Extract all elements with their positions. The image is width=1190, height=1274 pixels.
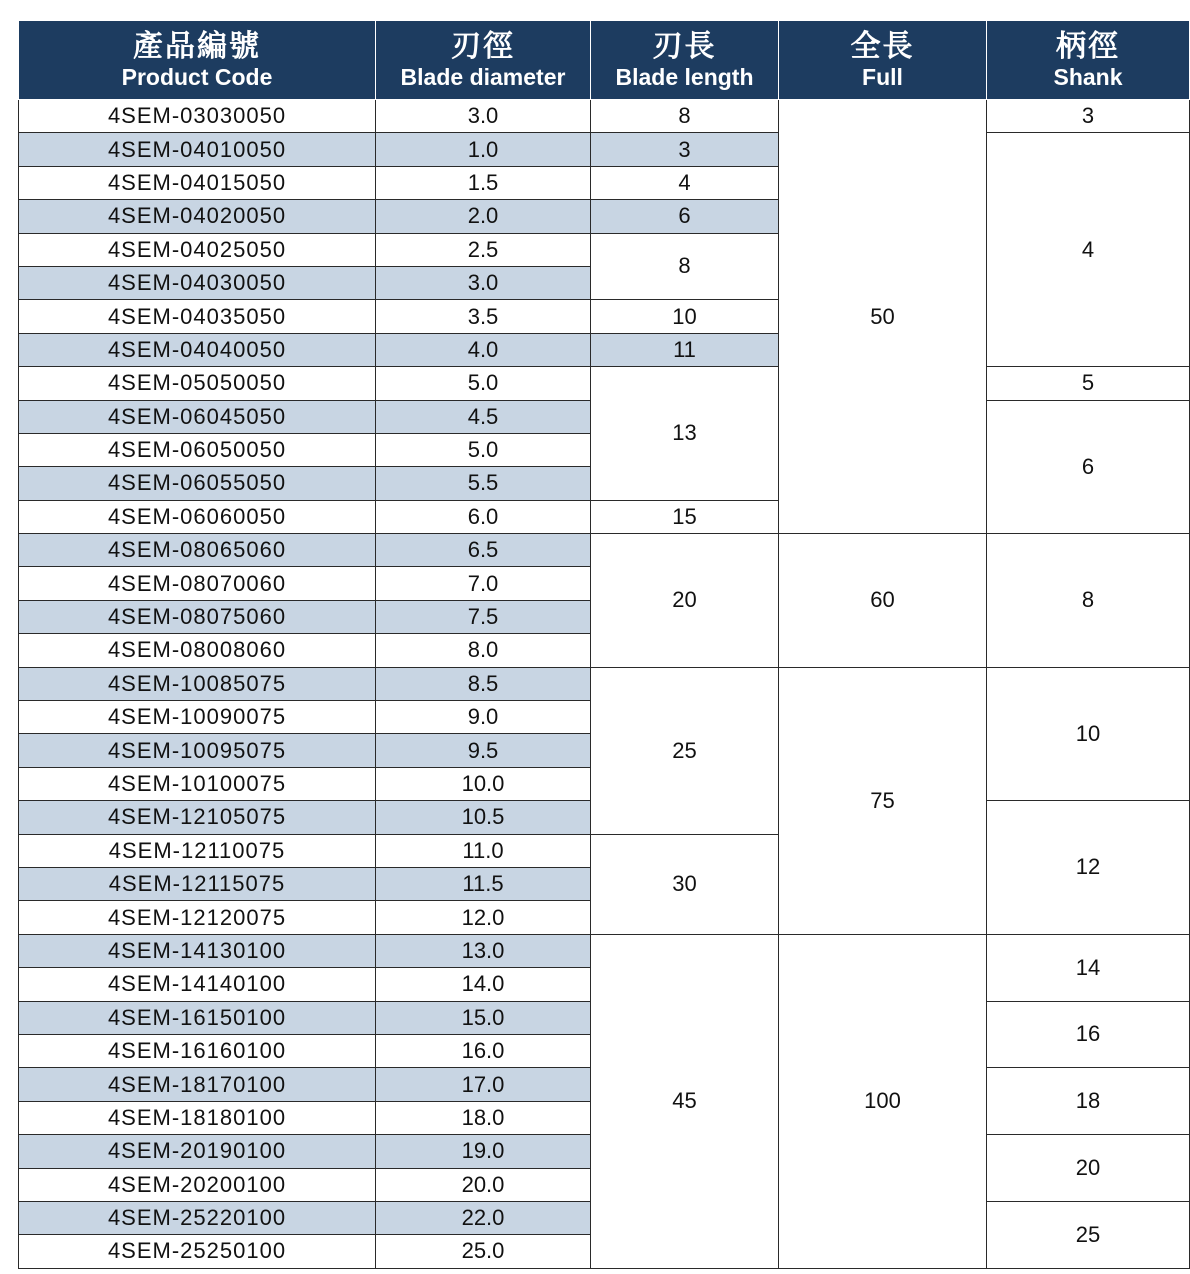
blade-length-cell: 10 xyxy=(591,300,779,333)
blade-length-cell: 30 xyxy=(591,834,779,934)
product-code-cell: 4SEM-06050050 xyxy=(19,433,376,466)
product-code-cell: 4SEM-10095075 xyxy=(19,734,376,767)
product-code-cell: 4SEM-14130100 xyxy=(19,934,376,967)
blade-diameter-cell: 1.5 xyxy=(376,166,591,199)
table-body xyxy=(19,100,1190,1269)
product-code-cell: 4SEM-04040050 xyxy=(19,333,376,366)
shank-diameter-cell: 16 xyxy=(987,1001,1190,1068)
blade-length-cell: 6 xyxy=(591,200,779,233)
shank-diameter-cell: 14 xyxy=(987,934,1190,1001)
header-product-code-zh: 產品編號 xyxy=(133,29,261,64)
blade-diameter-cell: 7.0 xyxy=(376,567,591,600)
header-shank xyxy=(987,21,1190,100)
shank-diameter-cell: 25 xyxy=(987,1201,1190,1268)
blade-diameter-cell: 11.5 xyxy=(376,867,591,900)
product-code-cell: 4SEM-12120075 xyxy=(19,901,376,934)
blade-length-cell: 3 xyxy=(591,133,779,166)
shank-diameter-cell: 6 xyxy=(987,400,1190,534)
blade-diameter-cell: 1.0 xyxy=(376,133,591,166)
blade-diameter-cell: 17.0 xyxy=(376,1068,591,1101)
product-code-cell: 4SEM-06055050 xyxy=(19,467,376,500)
header-blade-diameter-zh: 刃徑 xyxy=(451,29,515,64)
header-product-code-en: Product Code xyxy=(121,64,273,90)
blade-diameter-cell: 25.0 xyxy=(376,1235,591,1268)
header-row xyxy=(19,21,1190,100)
product-code-cell: 4SEM-25250100 xyxy=(19,1235,376,1268)
product-code-cell: 4SEM-16160100 xyxy=(19,1034,376,1067)
header-blade-diameter xyxy=(376,21,591,100)
blade-diameter-cell: 8.5 xyxy=(376,667,591,700)
blade-length-cell: 13 xyxy=(591,367,779,501)
shank-diameter-cell: 20 xyxy=(987,1135,1190,1202)
shank-diameter-cell: 18 xyxy=(987,1068,1190,1135)
blade-diameter-cell: 2.0 xyxy=(376,200,591,233)
blade-diameter-cell: 6.0 xyxy=(376,500,591,533)
shank-diameter-cell: 4 xyxy=(987,133,1190,367)
shank-diameter-cell: 3 xyxy=(987,100,1190,133)
product-code-cell: 4SEM-08008060 xyxy=(19,634,376,667)
full-length-cell: 75 xyxy=(779,667,987,934)
blade-diameter-cell: 15.0 xyxy=(376,1001,591,1034)
blade-diameter-cell: 2.5 xyxy=(376,233,591,266)
product-code-cell: 4SEM-04030050 xyxy=(19,266,376,299)
blade-diameter-cell: 9.5 xyxy=(376,734,591,767)
blade-diameter-cell: 5.5 xyxy=(376,467,591,500)
product-code-cell: 4SEM-20190100 xyxy=(19,1135,376,1168)
blade-diameter-cell: 4.0 xyxy=(376,333,591,366)
blade-length-cell: 20 xyxy=(591,534,779,668)
product-code-cell: 4SEM-08075060 xyxy=(19,600,376,633)
product-code-cell: 4SEM-04015050 xyxy=(19,166,376,199)
header-shank-zh: 柄徑 xyxy=(1056,29,1120,64)
blade-diameter-cell: 11.0 xyxy=(376,834,591,867)
product-code-cell: 4SEM-12105075 xyxy=(19,801,376,834)
table-row xyxy=(19,367,1190,400)
table-row xyxy=(19,534,1190,567)
product-code-cell: 4SEM-03030050 xyxy=(19,100,376,133)
product-code-cell: 4SEM-08065060 xyxy=(19,534,376,567)
full-length-cell: 100 xyxy=(779,934,987,1268)
header-blade-length xyxy=(591,21,779,100)
product-code-cell: 4SEM-04035050 xyxy=(19,300,376,333)
product-code-cell: 4SEM-18170100 xyxy=(19,1068,376,1101)
header-blade-length-zh: 刃長 xyxy=(652,29,717,64)
blade-length-cell: 11 xyxy=(591,333,779,366)
blade-diameter-cell: 16.0 xyxy=(376,1034,591,1067)
product-code-cell: 4SEM-05050050 xyxy=(19,367,376,400)
blade-diameter-cell: 10.0 xyxy=(376,767,591,800)
table-row xyxy=(19,934,1190,967)
header-shank-en: Shank xyxy=(1053,64,1123,90)
shank-diameter-cell: 12 xyxy=(987,801,1190,935)
shank-diameter-cell: 8 xyxy=(987,534,1190,668)
blade-length-cell: 4 xyxy=(591,166,779,199)
product-code-cell: 4SEM-18180100 xyxy=(19,1101,376,1134)
product-code-cell: 4SEM-04025050 xyxy=(19,233,376,266)
product-code-cell: 4SEM-10100075 xyxy=(19,767,376,800)
product-code-cell: 4SEM-10090075 xyxy=(19,701,376,734)
table-row xyxy=(19,667,1190,700)
product-code-cell: 4SEM-08070060 xyxy=(19,567,376,600)
table-row xyxy=(19,133,1190,166)
product-code-cell: 4SEM-04010050 xyxy=(19,133,376,166)
header-full-length-zh: 全長 xyxy=(850,29,915,64)
blade-diameter-cell: 22.0 xyxy=(376,1201,591,1234)
table-row xyxy=(19,100,1190,133)
blade-length-cell: 8 xyxy=(591,100,779,133)
blade-length-cell: 15 xyxy=(591,500,779,533)
blade-diameter-cell: 20.0 xyxy=(376,1168,591,1201)
blade-diameter-cell: 14.0 xyxy=(376,968,591,1001)
blade-diameter-cell: 3.0 xyxy=(376,266,591,299)
end-mill-spec-table xyxy=(18,20,1190,1269)
full-length-cell: 60 xyxy=(779,534,987,668)
header-blade-diameter-en: Blade diameter xyxy=(400,64,566,90)
product-code-cell: 4SEM-12115075 xyxy=(19,867,376,900)
product-code-cell: 4SEM-25220100 xyxy=(19,1201,376,1234)
blade-diameter-cell: 3.0 xyxy=(376,100,591,133)
blade-diameter-cell: 4.5 xyxy=(376,400,591,433)
product-code-cell: 4SEM-06045050 xyxy=(19,400,376,433)
blade-diameter-cell: 13.0 xyxy=(376,934,591,967)
header-full-length xyxy=(779,21,987,100)
header-blade-length-en: Blade length xyxy=(615,64,754,90)
product-code-cell: 4SEM-10085075 xyxy=(19,667,376,700)
product-code-cell: 4SEM-12110075 xyxy=(19,834,376,867)
blade-diameter-cell: 5.0 xyxy=(376,433,591,466)
product-code-cell: 4SEM-04020050 xyxy=(19,200,376,233)
blade-diameter-cell: 6.5 xyxy=(376,534,591,567)
blade-diameter-cell: 3.5 xyxy=(376,300,591,333)
blade-diameter-cell: 9.0 xyxy=(376,701,591,734)
blade-diameter-cell: 18.0 xyxy=(376,1101,591,1134)
header-full-length-en: Full xyxy=(862,64,903,90)
full-length-cell: 50 xyxy=(779,100,987,534)
blade-length-cell: 8 xyxy=(591,233,779,300)
blade-diameter-cell: 7.5 xyxy=(376,600,591,633)
product-code-cell: 4SEM-06060050 xyxy=(19,500,376,533)
product-code-cell: 4SEM-14140100 xyxy=(19,968,376,1001)
blade-diameter-cell: 19.0 xyxy=(376,1135,591,1168)
product-code-cell: 4SEM-16150100 xyxy=(19,1001,376,1034)
blade-length-cell: 25 xyxy=(591,667,779,834)
blade-diameter-cell: 12.0 xyxy=(376,901,591,934)
product-code-cell: 4SEM-20200100 xyxy=(19,1168,376,1201)
blade-diameter-cell: 10.5 xyxy=(376,801,591,834)
header-product-code xyxy=(19,21,376,100)
shank-diameter-cell: 10 xyxy=(987,667,1190,801)
blade-diameter-cell: 5.0 xyxy=(376,367,591,400)
blade-length-cell: 45 xyxy=(591,934,779,1268)
shank-diameter-cell: 5 xyxy=(987,367,1190,400)
blade-diameter-cell: 8.0 xyxy=(376,634,591,667)
